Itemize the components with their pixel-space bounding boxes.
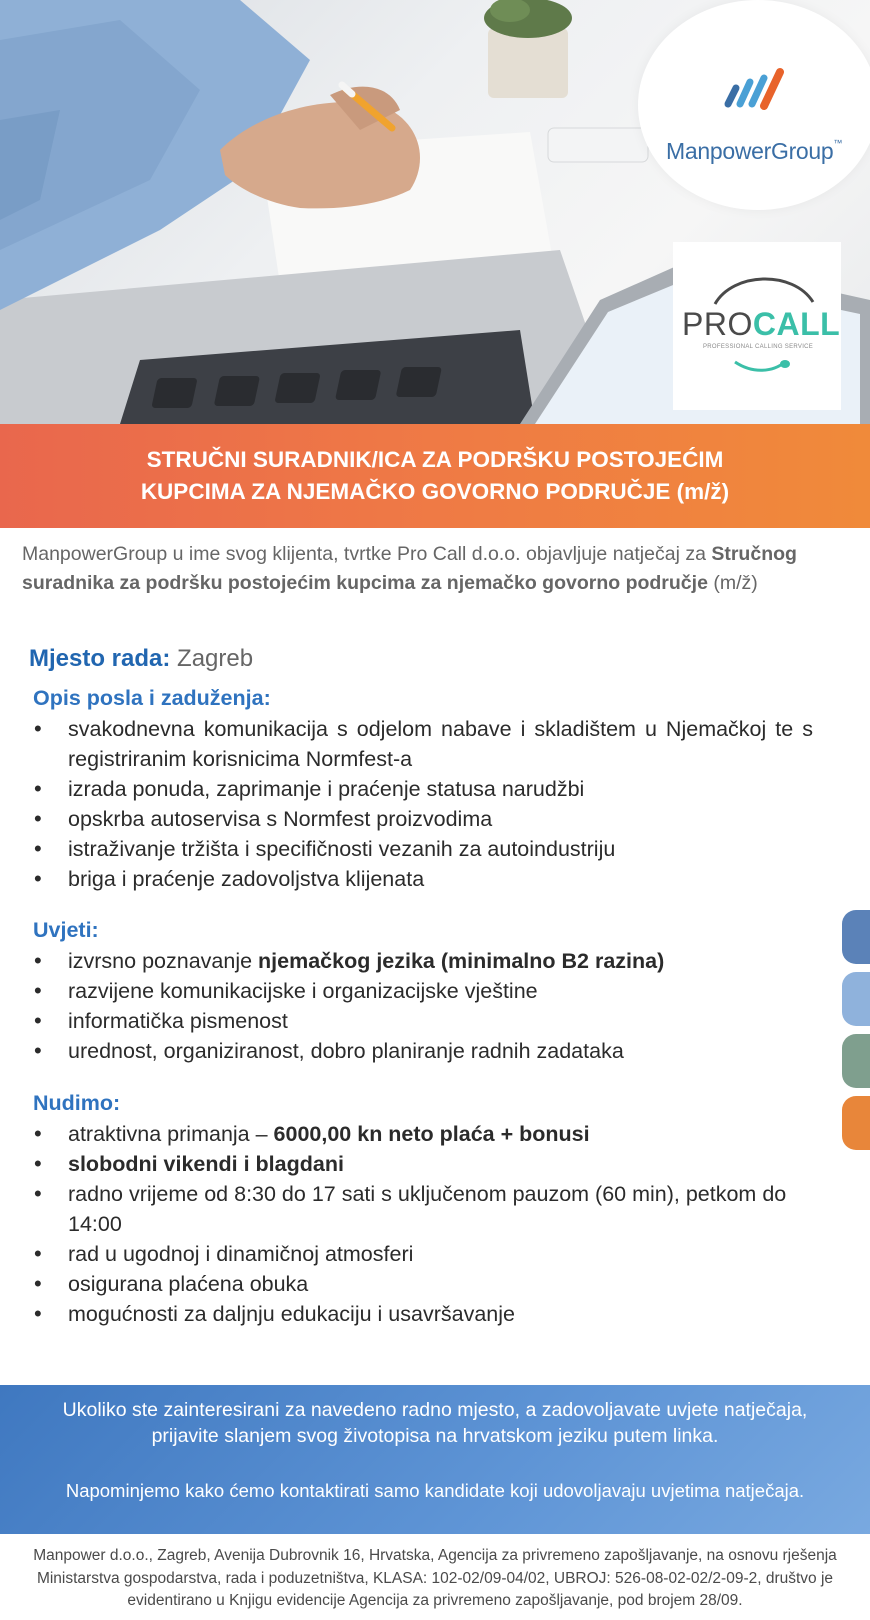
application-cta xyxy=(0,1385,870,1534)
intro-position: Stručnog suradnika za podršku postojećim kupcima za njemačko govorno područje xyxy=(22,543,797,594)
location-value: Zagreb xyxy=(170,645,254,672)
list-item: • istraživanje tržišta i specifičnosti vezanih za autoindustriju xyxy=(33,834,813,864)
job-title-band xyxy=(0,424,870,528)
manpower-bars-icon xyxy=(722,66,792,116)
intro-lead: ManpowerGroup u ime svog klijenta, tvrtke Pro Call d.o.o. objavljuje natječaj za xyxy=(22,543,706,565)
cta-note-text: Napominjemo kako ćemo kontaktirati samo kandidate koji udovoljavaju uvjetima natječaja. xyxy=(65,1480,805,1501)
list-item: • mogućnosti za daljnju edukaciju i usavršavanje xyxy=(33,1299,813,1329)
intro-paragraph xyxy=(22,540,842,597)
manpowergroup-logo xyxy=(638,0,870,210)
legal-footer: Manpower d.o.o., Zagreb, Avenija Dubrovnik 16, Hrvatska, Agencija za privremeno zapošljavanje, na osnovu rješenja Ministarstva gospodarstva, rada i poduzetništva, KLASA: 102-02/09-04/02, UBROJ: 526-08-02-02/2-09-2, društvo je evidentirano u Knjigu evidencije Agencija za privremeno zapošljavanje, pod brojem 28/09. xyxy=(33,1547,837,1609)
requirements-list xyxy=(33,946,813,1066)
duties-heading: Opis posla i zaduženja: xyxy=(33,686,271,710)
side-tab-green xyxy=(842,1034,870,1088)
list-item: • atraktivna primanja – 6000,00 kn neto plaća + bonusi xyxy=(33,1119,813,1149)
side-tab-blue xyxy=(842,910,870,964)
list-item: • radno vrijeme od 8:30 do 17 sati s uključenom pauzom (60 min), petkom do 14:00 xyxy=(33,1179,813,1239)
requirements-heading: Uvjeti: xyxy=(33,918,99,942)
list-item: • urednost, organiziranost, dobro planiranje radnih zadataka xyxy=(33,1036,813,1066)
hero-banner xyxy=(0,0,870,424)
offer-list xyxy=(33,1119,813,1329)
list-item: • informatička pismenost xyxy=(33,1006,813,1036)
job-title-line-2: KUPCIMA ZA NJEMAČKO GOVORNO PODRUČJE (m/ž) xyxy=(140,479,730,504)
procall-logo xyxy=(673,242,841,410)
intro-suffix: (m/ž) xyxy=(707,571,758,594)
location-label: Mjesto rada: xyxy=(29,645,171,672)
procall-wordmark: PROCALL xyxy=(682,306,841,342)
cta-apply-text: Ukoliko ste zainteresirani za navedeno radno mjesto, a zadovoljavate uvjete natječaja, prijavite slanjem svog životopisa na hrvatskom jeziku putem linka. xyxy=(62,1399,808,1447)
list-item: • izrada ponuda, zaprimanje i praćenje statusa narudžbi xyxy=(33,774,813,804)
list-item: • opskrba autoservisa s Normfest proizvodima xyxy=(33,804,813,834)
manpower-wordmark: ManpowerGroup™ xyxy=(666,138,843,164)
list-item: • razvijene komunikacijske i organizacijske vještine xyxy=(33,976,813,1006)
duties-list xyxy=(33,714,813,894)
procall-tagline: PROFESSIONAL CALLING SERVICE xyxy=(703,344,814,350)
side-tab-orange xyxy=(842,1096,870,1150)
list-item: • svakodnevna komunikacija s odjelom nabave i skladištem u Njemačkoj te s registriranim korisnicima Normfest-a xyxy=(33,714,813,774)
list-item: • slobodni vikendi i blagdani xyxy=(33,1149,813,1179)
list-item: • osigurana plaćena obuka xyxy=(33,1269,813,1299)
job-title-line-1: STRUČNI SURADNIK/ICA ZA PODRŠKU POSTOJEĆIM xyxy=(146,447,724,472)
side-tab-light-blue xyxy=(842,972,870,1026)
list-item: • rad u ugodnoj i dinamičnoj atmosferi xyxy=(33,1239,813,1269)
offer-heading: Nudimo: xyxy=(33,1091,121,1115)
list-item: • briga i praćenje zadovoljstva klijenata xyxy=(33,864,813,894)
list-item: • izvrsno poznavanje njemačkog jezika (minimalno B2 razina) xyxy=(33,946,813,976)
work-location xyxy=(29,645,253,673)
